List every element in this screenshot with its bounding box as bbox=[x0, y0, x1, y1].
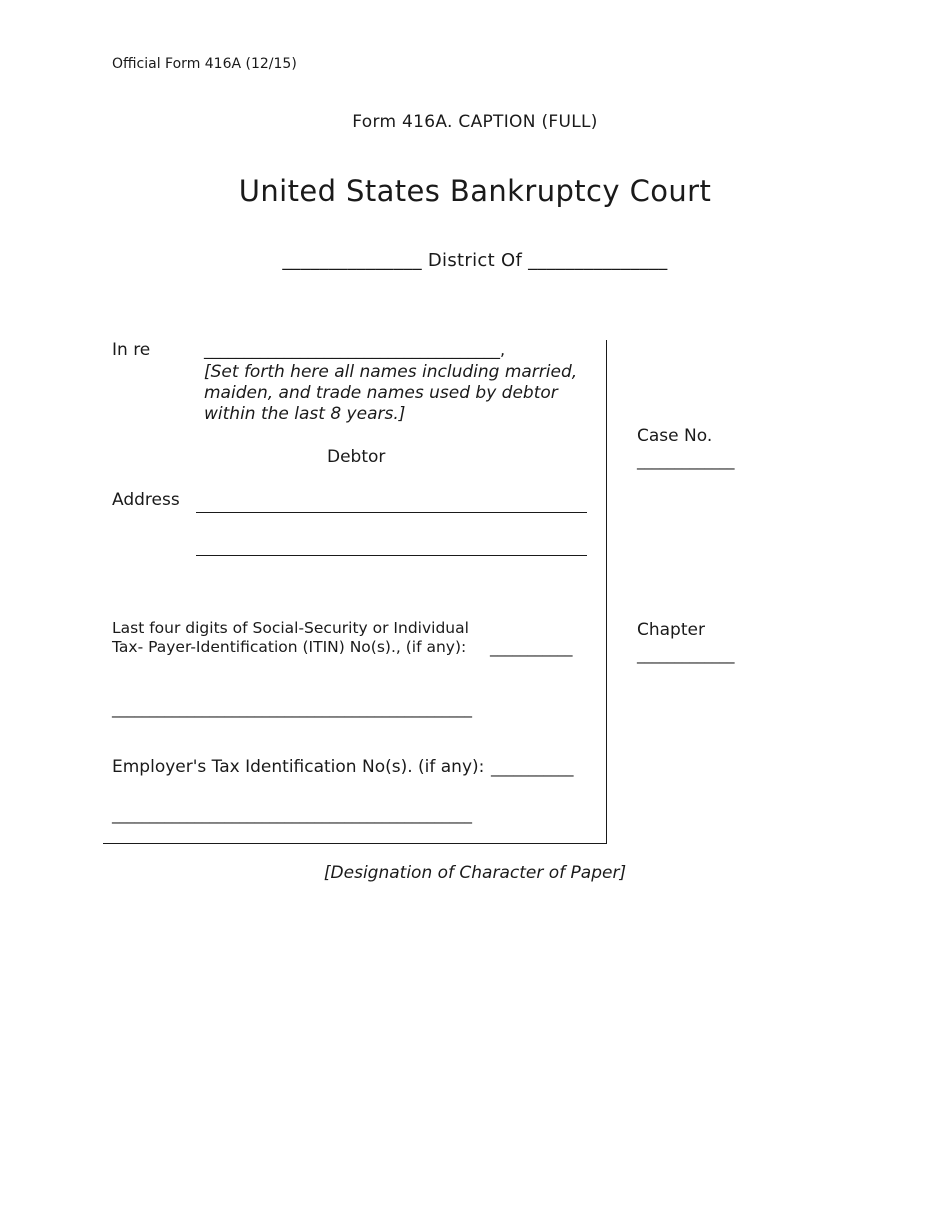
address-line-2 bbox=[196, 555, 587, 556]
form-id: Official Form 416A (12/15) bbox=[112, 56, 297, 72]
debtor-label: Debtor bbox=[327, 447, 386, 467]
district-line: _______________ District Of _______________ bbox=[282, 250, 668, 271]
ssn-itin-label-line-2: Tax- Payer-Identification (ITIN) No(s)., (if any): bbox=[112, 638, 467, 656]
paper-designation: [Designation of Character of Paper] bbox=[323, 863, 627, 883]
ein-label: Employer's Tax Identification No(s). (if any): bbox=[112, 757, 485, 777]
form-title: Form 416A. CAPTION (FULL) bbox=[352, 112, 598, 132]
ein-blank: ___________ bbox=[491, 759, 574, 777]
debtor-name-blank: _____________________________________, bbox=[204, 340, 506, 359]
case-no-blank: _____________ bbox=[637, 452, 735, 470]
caption-horizontal-divider bbox=[103, 843, 607, 844]
address-line-1 bbox=[196, 512, 587, 513]
ssn-itin-blank: ___________ bbox=[490, 639, 573, 657]
in-re-label: In re bbox=[112, 340, 151, 360]
ssn-itin-full-blank: ________________________________________________ bbox=[112, 700, 472, 718]
chapter-label: Chapter bbox=[637, 620, 705, 640]
ein-full-blank: ________________________________________________ bbox=[112, 806, 472, 824]
chapter-blank: _____________ bbox=[637, 646, 735, 664]
ssn-itin-label-line-1: Last four digits of Social-Security or Individual bbox=[112, 619, 469, 637]
caption-vertical-divider bbox=[606, 340, 607, 844]
address-label: Address bbox=[112, 490, 180, 510]
ssn-itin-label bbox=[112, 619, 469, 657]
court-name: United States Bankruptcy Court bbox=[238, 174, 712, 208]
case-no-label: Case No. bbox=[637, 426, 713, 446]
debtor-name-instruction: [Set forth here all names including married, maiden, and trade names used by debtor within the last 8 years.] bbox=[204, 362, 578, 424]
